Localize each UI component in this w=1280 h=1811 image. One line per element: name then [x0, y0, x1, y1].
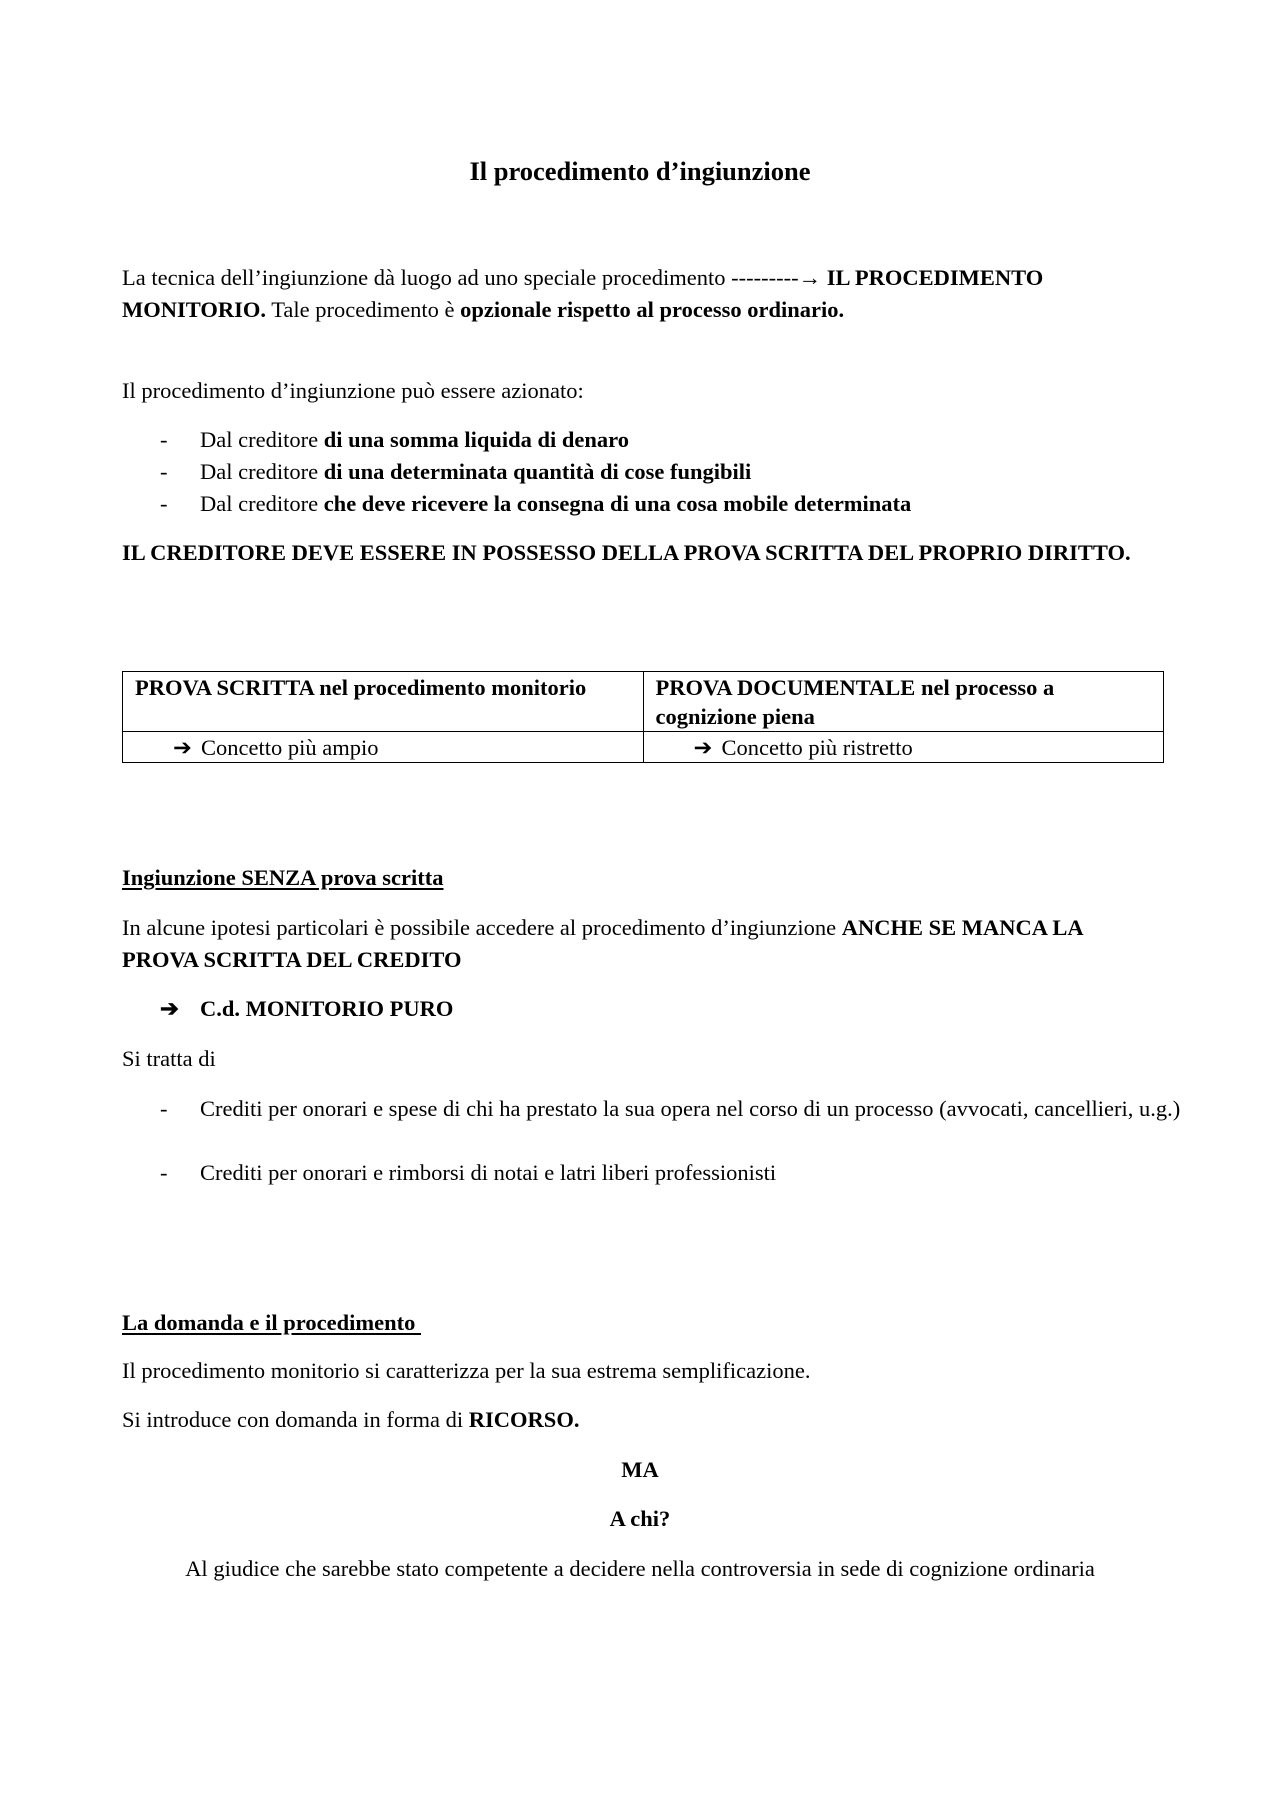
- paragraph-bold: RICORSO.: [468, 1407, 580, 1432]
- dash-bullet: -: [160, 459, 168, 484]
- list-item-text: Crediti per onorari e spese di chi ha prestato la sua opera nel corso di un processo (avvocati, cancellieri, u.g.): [200, 1096, 1181, 1121]
- intro-bold-opzionale: opzionale rispetto al processo ordinario.: [460, 297, 845, 322]
- list-item-bold: di una somma liquida di denaro: [323, 427, 629, 452]
- list-item-prefix: Dal creditore: [200, 459, 324, 484]
- si-tratta-label: Si tratta di: [122, 1046, 216, 1071]
- list-item-bold: di una determinata quantità di cose fungibili: [323, 459, 752, 484]
- arrow-icon: →: [798, 265, 822, 290]
- table-cell-ampio: [123, 732, 644, 763]
- comparison-table: [122, 671, 1164, 763]
- table-cell-ristretto: [643, 732, 1164, 763]
- section-heading-text: La domanda e il procedimento: [122, 1310, 421, 1335]
- cell-value: Concetto più ampio: [201, 735, 379, 760]
- paragraph-text: Si introduce con domanda in forma di: [122, 1407, 469, 1432]
- list-item-prefix: Dal creditore: [200, 427, 324, 452]
- list-item-prefix: Dal creditore: [200, 491, 324, 516]
- intro-bold-procedimento: IL PROCEDIMENTO MONITORIO.: [122, 265, 1044, 322]
- ma-label: MA: [621, 1457, 659, 1482]
- page-title: Il procedimento d’ingiunzione: [469, 156, 811, 186]
- cell-value: Concetto più ristretto: [721, 735, 913, 760]
- arrow-right-icon: ➔: [160, 996, 179, 1021]
- ricorso-paragraph: [122, 1404, 1162, 1436]
- table-row: [123, 732, 1164, 763]
- list-item-bold: che deve ricevere la consegna di una cosa mobile determinata: [323, 491, 912, 516]
- arrow-right-icon: ➔: [173, 735, 192, 760]
- table-header-row: [123, 672, 1164, 732]
- paragraph-text: In alcune ipotesi particolari è possibile accedere al procedimento d’ingiunzione: [122, 915, 842, 940]
- table-header-prova-documentale: PROVA DOCUMENTALE nel processo a cognizione piena: [643, 672, 1164, 732]
- arrow-right-icon: ➔: [693, 735, 713, 760]
- paragraph-bold: ANCHE SE MANCA LA PROVA SCRITTA DEL CREDITO: [122, 915, 1083, 972]
- monitorio-puro-label: C.d. MONITORIO PURO: [200, 996, 454, 1021]
- semplificazione-paragraph: Il procedimento monitorio si caratterizza per la sua estrema semplificazione.: [122, 1358, 811, 1383]
- section-heading: [122, 1307, 1162, 1339]
- dash-bullet: -: [160, 1096, 168, 1121]
- intro-text: La tecnica dell’ingiunzione dà luogo ad uno speciale procedimento ---------: [122, 265, 799, 290]
- list-item-text: Crediti per onorari e rimborsi di notai e latri liberi professionisti: [200, 1160, 777, 1185]
- senza-prova-paragraph: [122, 912, 1162, 976]
- section-heading: [122, 862, 1162, 894]
- dash-bullet: -: [160, 1160, 168, 1185]
- dash-bullet: -: [160, 491, 168, 516]
- a-chi-label: A chi?: [609, 1506, 671, 1531]
- answer-paragraph: Al giudice che sarebbe stato competente a decidere nella controversia in sede di cognizione ordinaria: [185, 1556, 1095, 1581]
- prova-scritta-heading: IL CREDITORE DEVE ESSERE IN POSSESSO DELLA PROVA SCRITTA DEL PROPRIO DIRITTO.: [122, 540, 1131, 565]
- dash-bullet: -: [160, 427, 168, 452]
- azionato-paragraph: Il procedimento d’ingiunzione può essere azionato:: [122, 378, 584, 403]
- intro-paragraph: [122, 262, 1162, 326]
- section-heading-text: Ingiunzione SENZA prova scritta: [122, 865, 444, 890]
- intro-text-2: Tale procedimento è: [265, 297, 461, 322]
- table-header-prova-scritta: PROVA SCRITTA nel procedimento monitorio: [123, 672, 644, 732]
